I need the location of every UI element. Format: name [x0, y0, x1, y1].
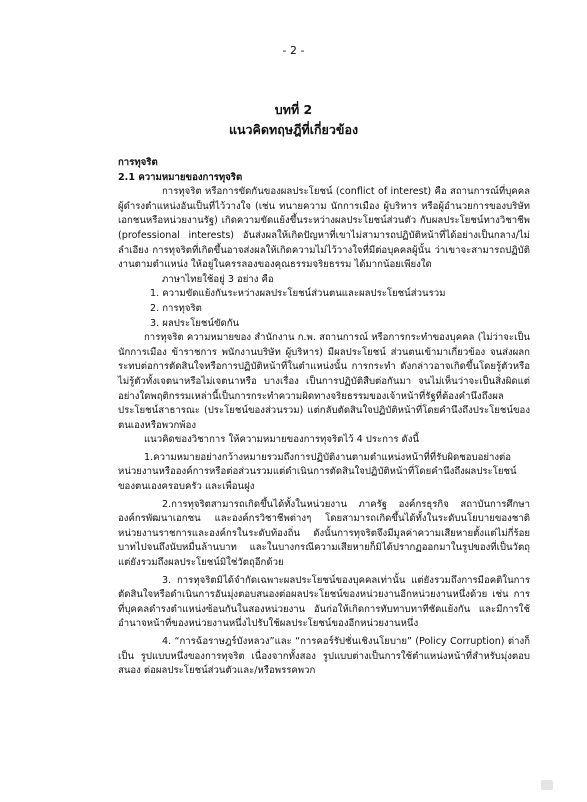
page-number: - 2 -	[282, 44, 305, 57]
document-body	[118, 156, 530, 679]
list-item: 3. ผลประโยชน์ขัดกัน	[150, 317, 240, 329]
section-heading: การทุจริต	[118, 157, 158, 168]
point-item: 3. การทุจริตมิได้จำกัดเฉพาะผลประโยชน์ของบุคคลเท่านั้น แต่ยังรวมถึงการมีอคติในการตัดสินใจหรือดำเนินการอันมุ่งตอบสนองต่อผลประโยชน์ของหน่วยงานอีกหน่วยงานหนึ่งด้วย เช่น การที่บุคคลดำรงตำแหน่งซ้อนกันในสองหน่วยงาน อันก่อให้เกิดการทับทาบทาทีชัดแย้งกัน และมีการใช้อำนาจหน้าที่ของหน่วยงานหนึ่งไปรับใช้ผลประโยชน์ของอีกหน่วยงานหนึ่ง	[118, 574, 530, 630]
chapter-number: บทที่ 2	[274, 102, 313, 117]
chapter-title: แนวคิดทฤษฎีที่เกี่ยวข้อง	[228, 122, 359, 137]
subsection-heading: 2.1 ความหมายของการทุจริต	[118, 171, 243, 183]
point-item: 1.ความหมายอย่างกว้างหมายรวมถึงการปฏิบัติงานตามตำแหน่งหน้าที่ที่รับผิดชอบอย่างต่อหน่วยงานหรือองค์การหรือต่อส่วนรวมแต่ดำเนินการตัดสินใจปฏิบัติหน้าที่โดยคำนึงถึงผลประโยชน์ของตนเองครอบครัว และเพื่อนฝูง	[118, 451, 517, 493]
point-item: 2.การทุจริตสามารถเกิดขึ้นได้ทั้งในหน่วยงาน ภาครัฐ องค์กรธุรกิจ สถาบันการศึกษา องค์กรพัฒนาเอกชน และองค์กรวิชาชีพต่างๆ โดยสามารถเกิดขึ้นได้ทั้งในระดับนโยบายของชาติ หน่วยงานราชการและองค์กรในระดับท้องถิ่น ดังนั้นการทุจริตจึงมีมูลค่าความเสียหายตั้งแต่ไม่กี่ร้อยบาทไปจนถึงนับหมื่นล้านบาท และในบางกรณีความเสียหายก็มิได้ปรากฏออกมาในรูปของที่เป็นวัตถุแต่ยังรวมถึงผลประโยชน์มิใช่วัตถุอีกด้วย	[118, 498, 530, 569]
point-item: 4. “การฉ้อราษฎร์บังหลวง”และ “การคอร์รัปชั่นเชิงนโยบาย” (Policy Corruption) ต่างก็เป็น รูปแบบหนึ่งของการทุจริต เนื่องจากทั้งสอง รูปแบบต่างเป็นการใช้ตำแหน่งหน้าที่สำหรับมุ่งตอบสนอง ต่อผลประโยชน์ส่วนตัวและ/หรือพรรคพวก	[118, 636, 530, 677]
scan-mark	[541, 780, 553, 790]
paragraph-definition: การทุจริต หรือการขัดกันของผลประโยชน์ (conflict of interest) คือ สถานการณ์ที่บุคคลผู้ดำรงตำแหน่งอันเป็นที่ไว้วางใจ (เช่น ทนายความ นักการเมือง ผู้บริหาร หรือผู้อำนวยการของบริษัทเอกชนหรือหน่วยงานรัฐ) เกิดความขัดแย้งขึ้นระหว่างผลประโยชน์ส่วนตัว กับผลประโยชน์ทางวิชาชีพ (professional interests) อันส่งผลให้เกิดปัญหาที่เขาไม่สามารถปฏิบัติหน้าที่ได้อย่างเป็นกลาง/ไม่ลำเอียง การทุจริตที่เกิดขึ้นอาจส่งผลให้เกิดความไม่ไว้วางใจที่มีต่อบุคคลผู้นั้น ว่าเขาจะสามารถปฏิบัติงานตามตำแหน่ง ให้อยู่ในครรลองของคุณธรรมจริยธรรม ได้มากน้อยเพียงใด	[118, 186, 530, 271]
list-item: 1. ความขัดแย้งกันระหว่างผลประโยชน์ส่วนตนและผลประโยชน์ส่วนรวม	[150, 288, 446, 300]
paragraph-thai-usage-intro: ภาษาไทยใช้อยู่ 3 อย่าง คือ	[162, 273, 274, 285]
paragraph-academic-intro: แนวคิดของวิชาการ ให้ความหมายของการทุจริตไว้ 4 ประการ ดังนี้	[144, 434, 420, 446]
list-item: 2. การทุจริต	[150, 302, 202, 314]
paragraph-ocsc-definition: การทุจริต ความหมายของ สำนักงาน ก.พ. สถานการณ์ หรือการกระทำของบุคคล (ไม่ว่าจะเป็นนักการเมือง ข้าราชการ พนักงานบริษัท ผู้บริหาร) มีผลประโยชน์ ส่วนตนเข้ามาเกี่ยวข้อง จนส่งผลกระทบต่อการตัดสินใจหรือการปฏิบัติหน้าที่ในตำแหน่งนั้น การกระทำ ดังกล่าวอาจเกิดขึ้นโดยรู้ตัวหรือไม่รู้ตัวทั้งเจตนาหรือไม่เจตนาหรือ บางเรื่อง เป็นการปฏิบัติสืบต่อกันมา จนไม่เห็นว่าจะเป็นสิ่งผิดแต่อย่างใดพฤติกรรมเหล่านี้เป็นการกระทำความผิดทางจริยธรรมของเจ้าหน้าที่รัฐที่ต้องคำนึงถึงผลประโยชน์สาธารณะ (ประโยชน์ของส่วนรวม) แต่กลับตัดสินใจปฏิบัติหน้าที่โดยคำนึงถึงประโยชน์ของตนเองหรือพวกพ้อง	[118, 332, 530, 431]
chapter-heading	[0, 100, 587, 140]
